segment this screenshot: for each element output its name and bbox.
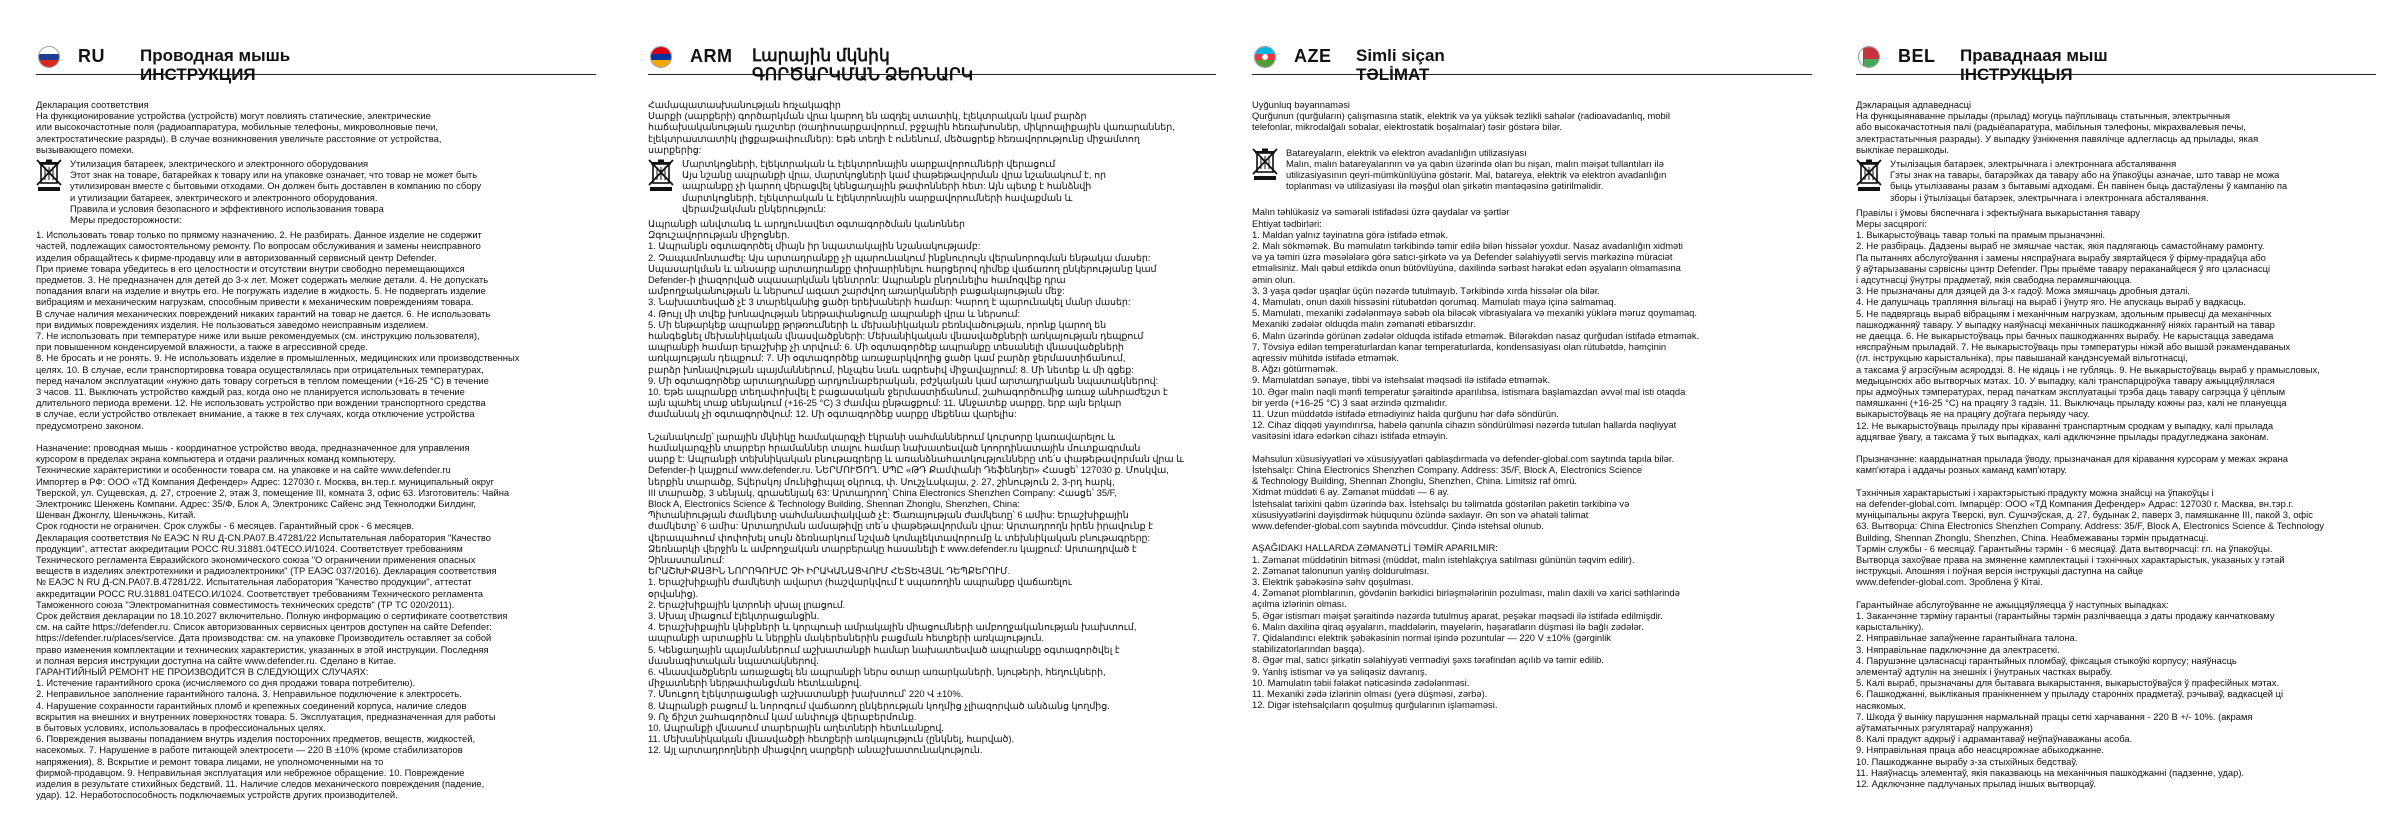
info-line: İstehsalçı: China Electronics Shenzhen Company. Address: 35/F, Block A, Electronics Science [1252, 463, 1643, 475]
rules-line: предусмотрено законом. [36, 419, 144, 431]
info-line: муніцыпальны акруга Тверскі, вул. Сушчэўская, д. 27, будынак 2, паверх 3, памяшканне III, пакой 3, офіс [1856, 509, 2313, 521]
rules-line: целях. 10. В случае, если транспортировка товара осуществлялась при отрицательных температурах, [36, 363, 484, 375]
rules-line: etməlisiniz. Malı qəbul etdikdə onun bütövlüyünə, daxilində sərbəst hərəkət edən əşyaların olmamasına [1252, 262, 1681, 274]
rules-line: выкарыстоўваць яе на працягу доўгага перыяду часу. [1856, 408, 2090, 420]
recycle-line: Утылізацыя батарэек, электрычнага і электроннага абсталявання [1890, 158, 2177, 170]
info-line: ԵՐԱՇԽԻՔԱՅԻՆ ՆՈՐՈԳՈՒՄԸ ՉԻ ԻՐԱԿԱՆԱՑՎՈՒՄ ՀԵՏԵՎՅԱԼ ԴԵՊՔԵՐՈՒՄ. [648, 565, 1011, 577]
info-line: 5. Калі выраб, прызначаны для бытавага выкарыстання, выкарыстоўваўся ў прафесійных мэтах. [1856, 677, 2280, 689]
language-code: BEL [1898, 46, 1936, 66]
rules-line: попадания влаги на изделие и внутрь его. Не погружать изделие в жидкость. 5. Не подвергать изделие [36, 285, 486, 297]
info-line: xüsusiyyətlərini dəyişdirmək hüququnu özündə saxlayır. Ən son və əhatəli təlimat [1252, 508, 1589, 520]
crossed-bin-icon [1856, 158, 1882, 192]
info-line: 4. Երաշխիքային կնիքների և կորպուսի ամրակային միացումների ամբողջականության խախտում, [648, 621, 1137, 633]
info-line: Гарантыйнае абслугоўванне не ажыццяўляецца ў наступных выпадках: [1856, 598, 2169, 610]
rules-line: 5. Не падвяргаць выраб вібрацыям і механічным нагрузкам, здольным прывесці да механічных [1856, 307, 2272, 319]
russia-flag-icon [38, 46, 60, 68]
info-line: մասնագիտական նպատակներով. [648, 654, 819, 666]
recycle-line: վերամշակման ընկերություն: [682, 202, 827, 214]
intro-line: Uyğunluq bəyannaməsi [1252, 99, 1350, 110]
info-line: аўтаматычных рэгулятараў напружання) [1856, 721, 2033, 733]
info-line: Технического регламента Евразийского экономического союза "О ограничении применения опасных [36, 553, 476, 565]
info-line: Вытворца захоўвае права на змяненне камплектацыі і тэхнічных характарыстык, указаных у гэтай [1856, 553, 2285, 565]
rules-line: բարձր խոնավության պայմաններում, ինչպես նաև ագրեսիվ միջավայրում: 8. Մի նետեք և մի գցեք: [648, 363, 1134, 375]
intro-line: На функцыянаванне прылады (прылад) могуць паўплываць статычныя, электрычныя [1856, 110, 2230, 122]
product-info-block [1252, 453, 1812, 711]
rules-line: Mexaniki zədələr olduqda malın zəmanəti etibarsızdır. [1252, 318, 1476, 330]
rules-line: ў аўтарызаваны сэрвісны цэнтр Defender. Пры прыёме тавару пераканайцеся ў яго цэласнасці [1856, 262, 2271, 274]
intro-line: Qurğunun (qurğuların) çalışmasına statik, elektrik və ya yüksək tezlikli sahələr (radioavadanlıq, mobil [1252, 110, 1670, 122]
recycle-line: Этот знак на товаре, батарейках к товару или на упаковке означает, что товар не может быть [70, 169, 478, 181]
info-line: 1. Zəmanət müddətinin bitməsi (müddət, malın istehlakçıya satılması gününün təqvim edilir). [1252, 553, 1635, 565]
info-line: 11. Mexaniki zədə izlərinin olması (yerə düşməsi, zərbə). [1252, 687, 1488, 699]
info-line: 1. Заканчэнне тэрміну гарантыі (гарантыйны тэрмін разлічваецца з даты продажу канчатковаму [1856, 609, 2275, 621]
info-line: 8. Əgər mal, satıcı şirkətin səlahiyyəti vermədiyi şəxs tərəfindən açılıb və təmir edilib. [1252, 654, 1604, 666]
info-line: Тверской, ул. Сущевская, д. 27, строение 2, этаж 3, помещение III, комната 3, офис 63. Изготовитель: Чайна [36, 486, 510, 498]
rules-line: այն պահել տաք սենյակում (+16-25 °C) 3 ժամվա ընթացքում: 11. Անջատեք սարքը, երբ այն երկար [648, 397, 1122, 409]
rules-line: 5. Mamulatı, mexaniki zədələnməyə səbəb ola biləcək vibrasiyalara və mexaniki yüklərə məruz qoymamaq. [1252, 307, 1697, 319]
rules-line: при повышенном конденсируемой влажности, а также в агрессивной среде. [36, 341, 368, 353]
column-header [648, 0, 1216, 84]
info-line: фирмой-продавцом. 9. Неправильная эксплуатация или небрежное обращение. 10. Повреждение [36, 766, 465, 778]
info-line: միջատների ներթափանցման հետևանքով. [648, 677, 862, 689]
rules-line: адцягвае ўвагу, а таксама ў тых выпадках, калі адключэнне прылады прадугледжана законам. [1856, 430, 2269, 442]
info-line: Назначение: проводная мышь - координатное устройство ввода, предназначенное для управления [36, 441, 470, 453]
declaration-block [36, 99, 596, 155]
rules-line: при видимых повреждениях изделия. Не пользоваться заведомо неисправным изделием. [36, 318, 429, 330]
safety-rules-block [648, 218, 1216, 420]
crossed-bin-icon [1252, 147, 1278, 181]
info-line: 12. Այլ արտադրողների միացվող սարքերի անաշխատունակություն. [648, 744, 983, 756]
rules-line: 2. Malı sökməmək. Bu məmulatın tərkibində təmir edilə bilən hissələr yoxdur. Nasaz avadanlığın xidməti [1252, 240, 1683, 252]
info-line: в бытовых условиях, использовалась в профессиональных целях. [36, 721, 326, 733]
info-line [1856, 588, 2376, 599]
info-line: 2. Zəmanət talonunun yanlış doldurulması. [1252, 564, 1430, 576]
info-line: Импортер в РФ: ООО «ТД Компания Дефендер» Адрес: 127030 г. Москва, вн.тер.г. муниципальный округ [36, 475, 495, 487]
info-line [1856, 476, 2376, 487]
info-line: 12. Digər istehsalçıların qoşulmuş qurğularının işləməməsi. [1252, 699, 1498, 711]
recycle-line: Гэты знак на тавары, батарэйках да тавару або на ўпакоўцы азначае, што тавар не можа [1890, 169, 2280, 181]
armenia-flag-icon [650, 46, 672, 68]
declaration-block [1856, 99, 2376, 155]
rules-line: Меры засцярогі: [1856, 218, 1927, 230]
rules-line: və ya təmiri üzrə məsələlərə görə satıcı-şirkətə və ya Defender səlahiyyətli servis mərkəzinə müraciət [1252, 251, 1673, 263]
rules-line: 3. 3 yaşa qədər uşaqlar üçün nəzərdə tutulmayıb. Tərkibində xırda hissələr ola bilər. [1252, 284, 1600, 296]
info-line: 6. Повреждения вызваны попаданием внутрь изделия посторонних предметов, веществ, жидкостей, [36, 733, 476, 745]
info-line: курсором в пределах экрана компьютера и отдачи различных команд компьютеру. [36, 453, 396, 465]
column-header [1252, 0, 1812, 84]
info-line: վերապահում փոփոխել սույն ձեռնարկում նշված կոմպլեկտավորումը և տեխնիկական բնութագրերը: [648, 531, 1151, 543]
recycling-block [36, 158, 596, 225]
product-info-block [648, 431, 1216, 756]
info-line: ներքին տարածք, Տվերսկոյ մունիցիպալ օկրուգ, փ. Սուշչևսկայա, շ. 27, շինություն 2, 3-րդ հարկ, [648, 475, 1115, 487]
info-line: 4. Zəmanət plomblarının, gövdənin bərkidici birləşmələrinin pozulması, malın daxili və xarici səthlərində [1252, 587, 1680, 599]
recycling-block [1252, 147, 1812, 192]
info-line: насекомых. 7. Нарушение в работе питающей электросети — 220 В ±10% (кроме стабилизаторов [36, 744, 463, 756]
rules-line: (гл. інструкцыю карыстальніка), пры павышанай кандэнсуемай вільготнасці, [1856, 352, 2188, 364]
rules-line: bir yerdə (+16-25 °C) 3 saat ərzində qızmalıdır. [1252, 396, 1448, 408]
rules-line: vasitəsini idarə edərkən cihazı istifadə etməyin. [1252, 430, 1448, 442]
info-line: www.defender-global.com. Зроблена ў Кітаі. [1856, 576, 2043, 588]
info-line: изделия в результате стихийных бедствий. 11. Наличие следов механического повреждения (падение, [36, 777, 485, 789]
info-line: вскрытия на внешних и внутренних поверхностях товара. 5. Эксплуатация, предназначенная для работы [36, 710, 496, 722]
rules-line: 12. Не выкарыстоўваць прыладу пры кіраванні транспартным сродкам у выпадку, калі прылада [1856, 419, 2274, 431]
intro-line: электрастатычныя разрады). У выпадку ўзнікнення павялічце адлегласць ад прылады, якая [1856, 132, 2259, 144]
product-info-block [1856, 453, 2376, 789]
info-line: Xidmət müddəti 6 ay. Zəmanət müddəti — 6 ay. [1252, 486, 1450, 498]
column-bel [1856, 0, 2376, 839]
safety-rules-block [1252, 206, 1812, 441]
info-line: 3. Elektrik şəbəkəsinə səhv qoşulması. [1252, 575, 1414, 587]
column-header [1856, 0, 2376, 84]
recycle-line: ապրանքը չի կարող վերացվել կենցաղային թափոնների հետ: Այն պետք է հանձնվի [682, 180, 1092, 192]
intro-line: вызывающего помехи. [36, 143, 135, 155]
rules-line: 2. Не разбіраць. Дадзены выраб не змяшчае частак, якія падлягаюць самастойнаму рамонту. [1856, 240, 2265, 252]
info-line: Building, Shennan Zhonglu, Shenzhen, China. Неабмежаваны тэрмін прыдатнасці. [1856, 531, 2209, 543]
rules-line: 10. Əgər malın nəqli mənfi temperatur şəraitində aparılıbsa, istismara başlamazdan əvvəl mal isti otaqda [1252, 385, 1686, 397]
declaration-block [1252, 99, 1812, 133]
rules-line: не даецца. 6. Не выкарыстоўваць пры бачных пашкоджаннях вырабу. Не карыстацца заведама [1856, 330, 2274, 342]
info-line: 7. Qidalandırıcı elektrik şəbəkəsinin normal işində pozuntular — 220 V ±10% (gərginlik [1252, 631, 1611, 643]
info-line: Պիտանիության ժամկետը սահմանափակված չէ: Ծառայության ժամկետը՝ 6 ամիս: Երաշխիքային [648, 509, 1129, 521]
info-line: 8. Ապրանքի բացում և նորոգում վաճառող ընկերության կողմից չլիազորված անձանց կողմից. [648, 699, 1110, 711]
column-body [36, 75, 596, 800]
info-line: 3. Няправільнае падключэнне да электрасеткі. [1856, 643, 2060, 655]
recycle-line: utilizasiyasının qeyri-mümkünlüyünə göstərir. Mal, batareya, elektrik və elektron avadanlığın [1286, 169, 1667, 181]
rules-line: 10. Եթե ապրանքը տեղափոխվել է բացասական ջերմաստիճանում, շահագործումից առաջ անհրաժեշտ է [648, 386, 1168, 398]
product-name: Проводная мышь [140, 46, 291, 65]
rules-line: Па пытаннях абслугоўвання і замены няспраўнага вырабу звяртайцеся ў фірму-прадаўца або [1856, 251, 2266, 263]
info-line: 2. Няправільнае запаўненне гарантыйнага талона. [1856, 632, 2078, 644]
info-line: 9. Няправільная праца або неасцярожнае абыходжанне. [1856, 744, 2104, 756]
azerbaijan-flag-icon [1254, 46, 1276, 68]
rules-line: հանգեցնել մեխանիկական վնասվածքների: Մեխանիկական վնասվածքների առկայության դեպքում [648, 330, 1144, 342]
rules-line: 1. Maldan yalnız təyinatına görə istifadə etmək. [1252, 228, 1448, 240]
product-name: Լարային մկնիկ [752, 46, 890, 65]
info-line: 4. Нарушение сохранности гарантийных пломб и крепежных соединений корпуса, наличие следов [36, 699, 467, 711]
intro-line: telefonlar, mikrodalğalı sobalar, elektrostatik boşalmalar) təsir göstərə bilər. [1252, 121, 1563, 133]
recycling-text [682, 158, 1106, 214]
rules-line: предметов. 3. Не предназначен для детей до 3-х лет. Может содержать мелкие детали. 4. Не допускать [36, 274, 489, 286]
info-line: 9. Yanlış istismar və ya səliqəsiz davranış. [1252, 665, 1428, 677]
info-line: карыстальніку). [1856, 621, 1924, 633]
intro-line: На функционирование устройства (устройств) могут повлиять статические, электрические [36, 110, 431, 122]
info-line: № ЕАЭС N RU Д-CN.РА07.В.47281/22. Испытательная лаборатория "Качество продукции", аттестат [36, 576, 472, 588]
info-line: Ձեռնարկի վերջին և ամբողջական տարբերակը հասանելի է www.defender.ru կայքում: Արտադրված է [648, 542, 1137, 554]
rules-line: перед началом эксплуатации «нужно дать товару согреться в теплом помещении (+16-25 °С) в течение [36, 374, 489, 386]
info-line: Тэрмін службы - 6 месяцаў. Гарантыйны тэрмін - 6 месяцаў. Дата вытворчасці: гл. на ўпакоўцы. [1856, 542, 2273, 554]
intro-line: Սարքի (սարքերի) գործարկման վրա կարող են ազդել ստատիկ, էլեկտրական կամ բարձր [648, 110, 1087, 122]
info-line: 3. Սխալ միացում էլեկտրացանցին. [648, 609, 820, 621]
column-header [36, 0, 596, 84]
rules-line: 5. Մի ենթարկեք ապրանքը թրթռումների և մեխանիկական բեռնվածության, որոնք կարող են [648, 318, 1107, 330]
info-line: 9. Ոչ ճիշտ շահագործում կամ անփույթ վերաբերմունք. [648, 710, 917, 722]
rules-line: əmin olun. [1252, 273, 1296, 285]
rules-line: 9. Մի օգտագործեք արտադրանքը արդյունաբերական, բժշկական կամ արտադրական նպատակներով: [648, 374, 1159, 386]
info-line: 2. Неправильное заполнение гарантийного талона. 3. Неправильное подключение к электросеть. [36, 688, 462, 700]
info-line: համակարգչին տարբեր հրամաններ տալու համար նախատեսված կոորդինատային մուտքագրման [648, 441, 1141, 453]
info-line: Прызначэнне: каардынатная прылада ўводу, прызначаная для кіравання курсорам у межах экрана [1856, 453, 2288, 465]
rules-line: частей, подлежащих самостоятельному ремонту. По вопросам обслуживания и замены неисправного [36, 240, 481, 252]
rules-line: ապրանքի համար երաշխիք չի տրվում: 6. Մի օգտագործեք ապրանքը տեսանելի վնասվածքների [648, 341, 1124, 353]
info-line: Шенван Джонглу, Шеньчжэнь, Китай. [36, 509, 196, 521]
rules-line: При приеме товара убедитесь в его целостности и отсутствии внутри свободно перемещающихся [36, 262, 465, 274]
recycling-text [1890, 158, 2287, 203]
rules-line: 7. Не использовать при температуре ниже или выше рекомендуемых (см. инструкцию пользователя), [36, 330, 480, 342]
rules-line: Սպասարկման և անսարք արտադրանքը փոխարինելու հարցերով դիմեք վաճառող ընկերությանը կամ [648, 262, 1157, 274]
info-line: на defender-global.com. Імпарцёр: ООО «ТД Компания Дефендер» Адрас: 127030 г. Масква, вн.тэр.г. [1856, 497, 2294, 509]
info-line: Defender-ի կայքում www.defender.ru. ՆԵՐՄՈՒԾՈՂ. ՍՊԸ «ԹԴ Քամփանի Դեֆենդեր» Հասցե՝ 127030 ք. Մոսկվա, [648, 464, 1169, 476]
info-line: 4. Парушэнне цэласнасці гарантыйных пломбаў, фіксацыя стыкоўкі корпусу; наяўнасць [1856, 654, 2237, 666]
info-line: камп'ютара і аддачы розных каманд камп'ютару. [1856, 464, 2067, 476]
product-name: Праваднаая мыш [1960, 46, 2108, 65]
document-type: TƏLİMAT [1356, 65, 1430, 84]
intro-line: Декларация соответствия [36, 99, 149, 110]
info-line: Таможенного союза "Электромагнитная совместимость технических средств" (ТР ТС 020/2011). [36, 598, 455, 610]
rules-line: 8. Не бросать и не ронять. 9. Не использовать изделие в промышленных, медицинских или производственных [36, 352, 520, 364]
rules-line: 8. Ağzı götürməmək. [1252, 363, 1338, 375]
intro-line: или высокочастотные поля (радиоаппаратура, мобильные телефоны, микроволновые печи, [36, 121, 439, 133]
crossed-bin-icon [36, 158, 62, 192]
recycle-line: Այս նշանը ապրանքի վրա, մարտկոցների կամ փաթեթավորման վրա նշանակում է, որ [682, 169, 1106, 181]
rules-line: вибрациям и механическим нагрузкам, способным привести к механическим повреждениям товара. [36, 296, 474, 308]
rules-line: 4. Mamulatı, onun daxili hissəsini rütubətdən qorumaq. Mamulatı mayə içinə salmamaq. [1252, 296, 1617, 308]
recycle-line: зборы і ўтылізацыі батарэек, электрычнага і электроннага абсталявання. [1890, 191, 2209, 203]
info-line: ГАРАНТИЙНЫЙ РЕМОНТ НЕ ПРОИЗВОДИТСЯ В СЛЕДУЮЩИХ СЛУЧАЯХ: [36, 665, 369, 677]
recycle-line: Մարտկոցների, էլեկտրական և էլեկտրոնային սարքավորումների վերացում [682, 158, 1056, 170]
recycling-text [1286, 147, 1666, 192]
info-line: 11. Наяўнасць элементаў, якія паказваюць на механічныя пашкоджанні (падзенне, удар). [1856, 766, 2245, 778]
info-line: & Technology Building, Shennan Zhonglu, Shenzhen, China. Limitsiz raf ömrü. [1252, 475, 1578, 487]
column-body [1252, 75, 1812, 710]
intro-line: або высокачастотныя палі (радыёапаратура, мабільныя тэлефоны, мікрахвалевыя печы, [1856, 121, 2246, 133]
language-code: ARM [690, 46, 733, 66]
intro-line: հաճախականության դաշտեր (ռադիոսարքավորում, բջջային հեռախոսներ, միկրոալիքային վառարաններ, [648, 121, 1175, 133]
info-line: Նշանակումը՝ լարային մկնիկը համակարգչի էկրանի սահմաններում կուրսորը կառավարելու և [648, 430, 1116, 442]
info-line: Тэхнічныя характарыстыкі і характэрыстыкі прадукту можна знайсці на ўпакоўцы і [1856, 486, 2214, 498]
safety-rules-block [36, 229, 596, 431]
info-line [1252, 531, 1812, 542]
safety-rules-block [1856, 207, 2376, 442]
rules-line: 12. Cihaz diqqəti yayındırırsa, habelə qanunla cihazın söndürülməsi nəzərdə tutulan hallarda nəqliyyat [1252, 419, 1677, 431]
info-line: www.defender-global.com saytında mövcuddur. Çində istehsal olunub. [1252, 519, 1544, 531]
rules-line: Malın təhlükəsiz və səmərəli istifadəsi üzrə qaydalar və şərtlər [1252, 206, 1510, 218]
recycling-text [70, 158, 481, 225]
info-line: 6. Malın daxilinə qiraq əşyaların, maddələrin, mayelərin, həşəratların düşməsi ilə bağlı zədələr. [1252, 620, 1644, 632]
column-aze [1252, 0, 1812, 839]
rules-line: 4. Թույլ մի տվեք խոնավության ներթափանցումը ապրանքի վրա և ներսում: [648, 307, 1021, 319]
rules-line: В случае наличия механических повреждений никаких гарантий на товар не дается. 6. Не использовать [36, 307, 491, 319]
rules-line: пры адмоўных тэмпературах, перад пачаткам эксплуатацыі трэба даць тавару сагрэцца ў цёплым [1856, 386, 2286, 398]
rules-line: ժամանակ չի օգտագործվում: 12. Մի օգտագործեք սարքը մեքենա վարելիս: [648, 408, 1017, 420]
info-line: սարք է: Ապրանքի տեխնիկական բնութագրերը և առանձնահատկությունները տե՛ս փաթեթավորման վրա և [648, 453, 1184, 465]
rules-line: 9. Mamulatdan sənaye, tibbi və istehsalat məqsədi ilə istifadə etməmək. [1252, 374, 1551, 386]
info-line: Срок действия декларации по 18.10.2027 включительно. Полную информацию о сертификате соответствия [36, 609, 508, 621]
info-line: III տարածք, 3 սենյակ, գրասենյակ 63: Արտադրող՝ China Electronics Shenzhen Company: Հասցե՝ 35/F, [648, 486, 1117, 498]
rules-line: 1. Использовать товар только по прямому назначению. 2. Не разбирать. Данное изделие не содержит [36, 229, 482, 241]
info-line: и полная версия инструкции доступна на сайте www.defender.ru. Сделано в Китае. [36, 654, 397, 666]
column-arm [648, 0, 1216, 839]
rules-line: ամբողջականության և ներսում ազատ շարժվող առարկաների բացակայության մեջ: [648, 285, 1065, 297]
info-line: 6. Վնասվածքներն առաջացել են ապրանքի ներս օտար առարկաների, նյութերի, հեղուկների, [648, 665, 1106, 677]
rules-line: 3 часов. 11. Выключать устройство каждый раз, когда оно не планируется использовать в течение [36, 386, 465, 398]
info-line: аккредитации РОСС RU.31881.04ТЕСО.И/1024. Соответствует требованиям Технического регламента [36, 587, 484, 599]
column-body [648, 75, 1216, 756]
info-line: AŞAĞIDAKI HALLARDA ZƏMANƏTLİ TƏMİR APARILMIR: [1252, 542, 1498, 554]
rules-line: 3. Նախատեսված չէ 3 տարեկանից ցածր երեխաների համար: Կարող է պարունակել մանր մասեր: [648, 296, 1131, 308]
info-line: 2. Երաշխիքային կտրոնի սխալ լրացում. [648, 598, 846, 610]
rules-line: 7. Tövsiyə edilən temperaturlardan kənar temperaturlarda, kondensasiyası olan rütubətdə, həmçinin [1252, 340, 1667, 352]
info-line: продукции", аттестат аккредитации РОСС RU.31881.04ТЕСО.И/1024. Соответствует требованиям [36, 542, 463, 554]
info-line: ապրանքի արտաքին և ներքին մակերեսներին բացման հետքերի առկայություն. [648, 632, 1045, 644]
rules-line: а таксама ў агрэсіўным асяроддзі. 8. Не кідаць і не губляць. 9. Не выкарыстоўваць выраб у прамысловых, [1856, 363, 2320, 375]
rules-line: і адсутнасці ўнутры прадметаў, якія свабодна перамяшчаюцца. [1856, 274, 2133, 286]
rules-line: длительного периода времени. 12. Не использовать устройство при вождении транспортного средства [36, 397, 486, 409]
recycle-line: Правила и условия безопасного и эффективного использования товара [70, 202, 384, 214]
info-line: Չինաստանում: [648, 553, 725, 565]
rules-line: առկայության դեպքում: 7. Մի օգտագործեք առաջարկվողից ցածր կամ բարձր ջերմաստիճանում, [648, 352, 1126, 364]
info-line: ժամկետը՝ 6 ամիս: Արտադրման ամսաթիվը տե՛ս փաթեթավորման վրա: Արտադրողն իրեն իրավունք է [648, 520, 1153, 532]
info-line: 10. Ապրանքի վնասում տարերային աղետների հետևանքով. [648, 721, 944, 733]
rules-line: памяшканні (+16-25 °С) на працягу 3 гадзін. 11. Выключаць прыладу кожны раз, калі не плануецца [1856, 397, 2287, 409]
column-ru [36, 0, 596, 839]
rules-line: 1. Выкарыстоўваць тавар толькі па прамым прызначэнні. [1856, 229, 2106, 241]
intro-line: Дэкларацыя адпаведнасці [1856, 99, 1972, 110]
info-line: 5. Կենցաղային պայմաններում աշխատանքի համար նախատեսված ապրանքը օգտագործվել է [648, 643, 1120, 655]
info-line: Декларация соответствия № ЕАЭС N RU Д-CN.РА07.В.47281/22 Испытательная лаборатория "Качество [36, 531, 491, 543]
info-line: 10. Mamulatın təbii fəlakət nəticəsində zədələnməsi. [1252, 676, 1470, 688]
rules-line: Զգուշավորության միջոցներ. [648, 229, 790, 241]
rules-line: Ehtiyat tədbirləri: [1252, 217, 1322, 229]
info-line: веществ в изделиях электротехники и радиоэлектроники" (ТР ЕАЭС 037/2016). Декларация соответствия [36, 565, 497, 577]
rules-line: в случае, если устройство отвлекает внимание, а также в тех случаях, когда отключение устройства [36, 408, 475, 420]
info-line: օրվանից). [648, 587, 699, 599]
info-line: 5. Əgər istismarı məişət şəraitində nəzərdə tutulmuş aparat, peşəkar məqsədi ilə istifadə edilmişdir. [1252, 609, 1663, 621]
belarus-flag-icon [1858, 46, 1880, 68]
recycle-line: Утилизация батареек, электрического и электронного оборудования [70, 158, 369, 170]
declaration-block [648, 99, 1216, 155]
recycle-line: toplanması və utilizasiyası ilə məşğul olan şirkətin məntəqəsinə gətirilməlidir. [1286, 180, 1604, 192]
info-line: 63. Вытворца: China Electronics Shenzhen Company. Address: 35/F, Block A, Electronics Science & Technology [1856, 520, 2325, 532]
info-line: насякомых. [1856, 699, 1907, 711]
column-body [1856, 75, 2376, 789]
info-line: удар). 12. Неработоспособность подключаемых устройств других производителей. [36, 789, 398, 801]
rules-line: Правілы і ўмовы бяспечнага і эфектыўнага выкарыстання тавару [1856, 206, 2140, 218]
rules-line: 1. Ապրանքն օգտագործել միայն իր նպատակային նշանակությամբ: [648, 240, 981, 252]
info-line: 1. Истечение гарантийного срока (исчисляемого со дня продажи товара потребителю). [36, 677, 416, 689]
info-line: https://defender.ru/places/service. Дата производства: см. на упаковке Производитель оставляет за собой [36, 632, 492, 644]
language-code: AZE [1294, 46, 1332, 66]
document-type: ИНСТРУКЦИЯ [140, 65, 256, 84]
rules-line: 2. Չապամոնտաժել: Այս արտադրանքը չի պարունակում ինքնուրույն վերանորոգման ենթակա մասեր: [648, 251, 1151, 263]
language-code: RU [78, 46, 105, 66]
recycling-block [1856, 158, 2376, 203]
rules-line: Ապրանքի անվտանգ և արդյունավետ օգտագործման կանոններ [648, 218, 965, 230]
info-line: Block A, Electronics Science & Technology Building, Shennan Zhonglu, Shenzhen, China: [648, 497, 1020, 509]
intro-line: էլեկտրաստատիկ լիցքաթափումներ): Եթե տեղի է ունենում, մեծացրեք հեռավորությունը միջամտող [648, 132, 1140, 144]
intro-line: սարքերից: [648, 143, 702, 155]
info-line: stabilizatorlarından başqa). [1252, 643, 1365, 655]
rules-line: изделия обращайтесь к фирме-продавцу или в авторизованный сервисный центр Defender. [36, 251, 437, 263]
info-line: право изменения комплектации и технических характеристик, указанных в этой инструкции. Последняя [36, 643, 489, 655]
rules-line: няспраўным прыладай. 7. Не выкарыстоўваць пры тэмпературы ніжэй або вышэй рэкамендаваных [1856, 341, 2291, 353]
rules-line: Defender-ի լիազորված սպասարկման կենտրոն: Ապրանքն ընդունելիս համոզվեք դրա [648, 274, 1066, 286]
info-line: Электроникс Шенжень Компани. Адрес: 35/Ф, Блок А, Электроникс Сайенс энд Текнолоджи Билдинг, [36, 497, 477, 509]
intro-line: электростатические разряды). В случае возникновения увеличьте расстояние от устройства, [36, 132, 442, 144]
recycle-line: Меры предосторожности: [70, 214, 182, 226]
info-line: 7. Սնուցող էլեկտրացանցի աշխատանքի խախտում՝ 220 Վ ±10%. [648, 688, 964, 700]
info-line: Технические характеристики и особенности товара см. на упаковке и на сайте www.defender.ru [36, 464, 451, 476]
recycle-line: Malın, malın batareyalarının və ya qabın üzərində olan bu nişan, malın məişət tullantıları ilə [1286, 157, 1664, 169]
rules-line: медыцынскіх або вытворчых мэтах. 10. У выпадку, калі транспарціроўка тавару ажыццяўлялася [1856, 374, 2275, 386]
rules-line: пашкоджанняў тавару. У выпадку наяўнасці механічных пашкоджанняў ніякіх гарантый на тавар [1856, 318, 2275, 330]
rules-line: 11. Uzun müddətdə istifadə etmədiyiniz halda qurğunu hər dəfə söndürün. [1252, 408, 1559, 420]
info-line: 11. Մեխանիկական վնասվածքի հետքերի առկայություն (ընկնել, հարված). [648, 733, 1015, 745]
info-line: açılma izlərinin olması. [1252, 598, 1347, 610]
crossed-bin-icon [648, 158, 674, 192]
intro-line: Համապատասխանության հռչակագիր [648, 99, 841, 110]
intro-line: выклікае перашкоды. [1856, 143, 1950, 155]
recycle-line: быць утылізаваны разам з бытавымі адходамі. Ён павінен быць дастаўлены ў кампанію па [1890, 180, 2288, 192]
recycle-line: մարտկոցների, էլեկտրական և էլեկտրոնային սարքավորումների հավաքման և [682, 191, 1073, 203]
recycling-block [648, 158, 1216, 214]
recycle-line: утилизирован вместе с бытовыми отходами. Он должен быть доставлен в компанию по сбору [70, 180, 482, 192]
info-line: см. на сайте https://defender.ru. Список авторизованных сервисных центров доступен на сайте Defender: [36, 621, 492, 633]
info-line: 1. Երաշխիքային ժամկետի ավարտ (հաշվարկվում է սպառողին ապրանքը վաճառելու [648, 576, 1072, 588]
rules-line: aqressiv mühitdə istifadə etməmək. [1252, 352, 1399, 364]
info-line: İstehsalat tarixini qabın üzərində bax. İstehsalçı bu təlimatda göstərilən paketin tərkibinə və [1252, 497, 1630, 509]
product-info-block [36, 442, 596, 801]
info-line: 12. Адключэнне падлучаных прылад іншых вытворцаў. [1856, 777, 2096, 789]
rules-line: 3. Не прызначаны для дзяцей да 3-х гадоў. Можа змяшчаць дробныя дэталі. [1856, 285, 2190, 297]
recycle-line: Batareyaların, elektrik və elektron avadanlığın utilizasiyası [1286, 146, 1527, 158]
document-type: ԳՈՐԾԱՐԿՄԱՆ ՁԵՌՆԱՐԿ [752, 65, 974, 84]
info-line: 10. Пашкоджанне вырабу з-за стыхійных бедстваў. [1856, 755, 2078, 767]
info-line: інструкцыі. Апошняя і поўная версія інструкцыі даступна на сайце [1856, 565, 2144, 577]
product-name: Simli siçan [1356, 46, 1445, 65]
info-line: 6. Пашкоджанні, выкліканыя пранікненнем у прыладу старонніх прадметаў, рэчываў, вадкасцей ці [1856, 688, 2284, 700]
info-line: 7. Шкода ў выніку парушэння нармальнай працы сеткі харчавання - 220 В +/- 10%. (акрамя [1856, 710, 2253, 722]
info-line: 8. Калі прадукт адкрыў і адрамантаваў неўпаўнаважаны асоба. [1856, 733, 2133, 745]
info-line: Срок годности не ограничен. Срок службы - 6 месяцев. Гарантийный срок - 6 месяцев. [36, 520, 415, 532]
info-line: элементаў адтулін на знешніх і ўнутраных частках вырабу. [1856, 665, 2113, 677]
info-line: напряжения). 8. Вскрытие и ремонт товара лицами, не уполномоченными на то [36, 755, 384, 767]
recycle-line: и утилизации батареек, электрического и электронного оборудования. [70, 191, 378, 203]
document-type: ІНСТРУКЦЫЯ [1960, 65, 2073, 84]
rules-line: 4. Не дапушчаць трапляння вільгаці на выраб і ўнутр яго. Не апускаць выраб у вадкасць. [1856, 296, 2246, 308]
rules-line: 6. Malın üzərində görünən zədələr olduqda istifadə etməmək. Bilərəkdən nasaz qurğudan istifadə etməmək. [1252, 329, 1700, 341]
info-line: Məhsulun xüsusiyyətləri və xüsusiyyətləri qablaşdırmada və defender-global.com saytında tapıla bilər. [1252, 452, 1675, 464]
